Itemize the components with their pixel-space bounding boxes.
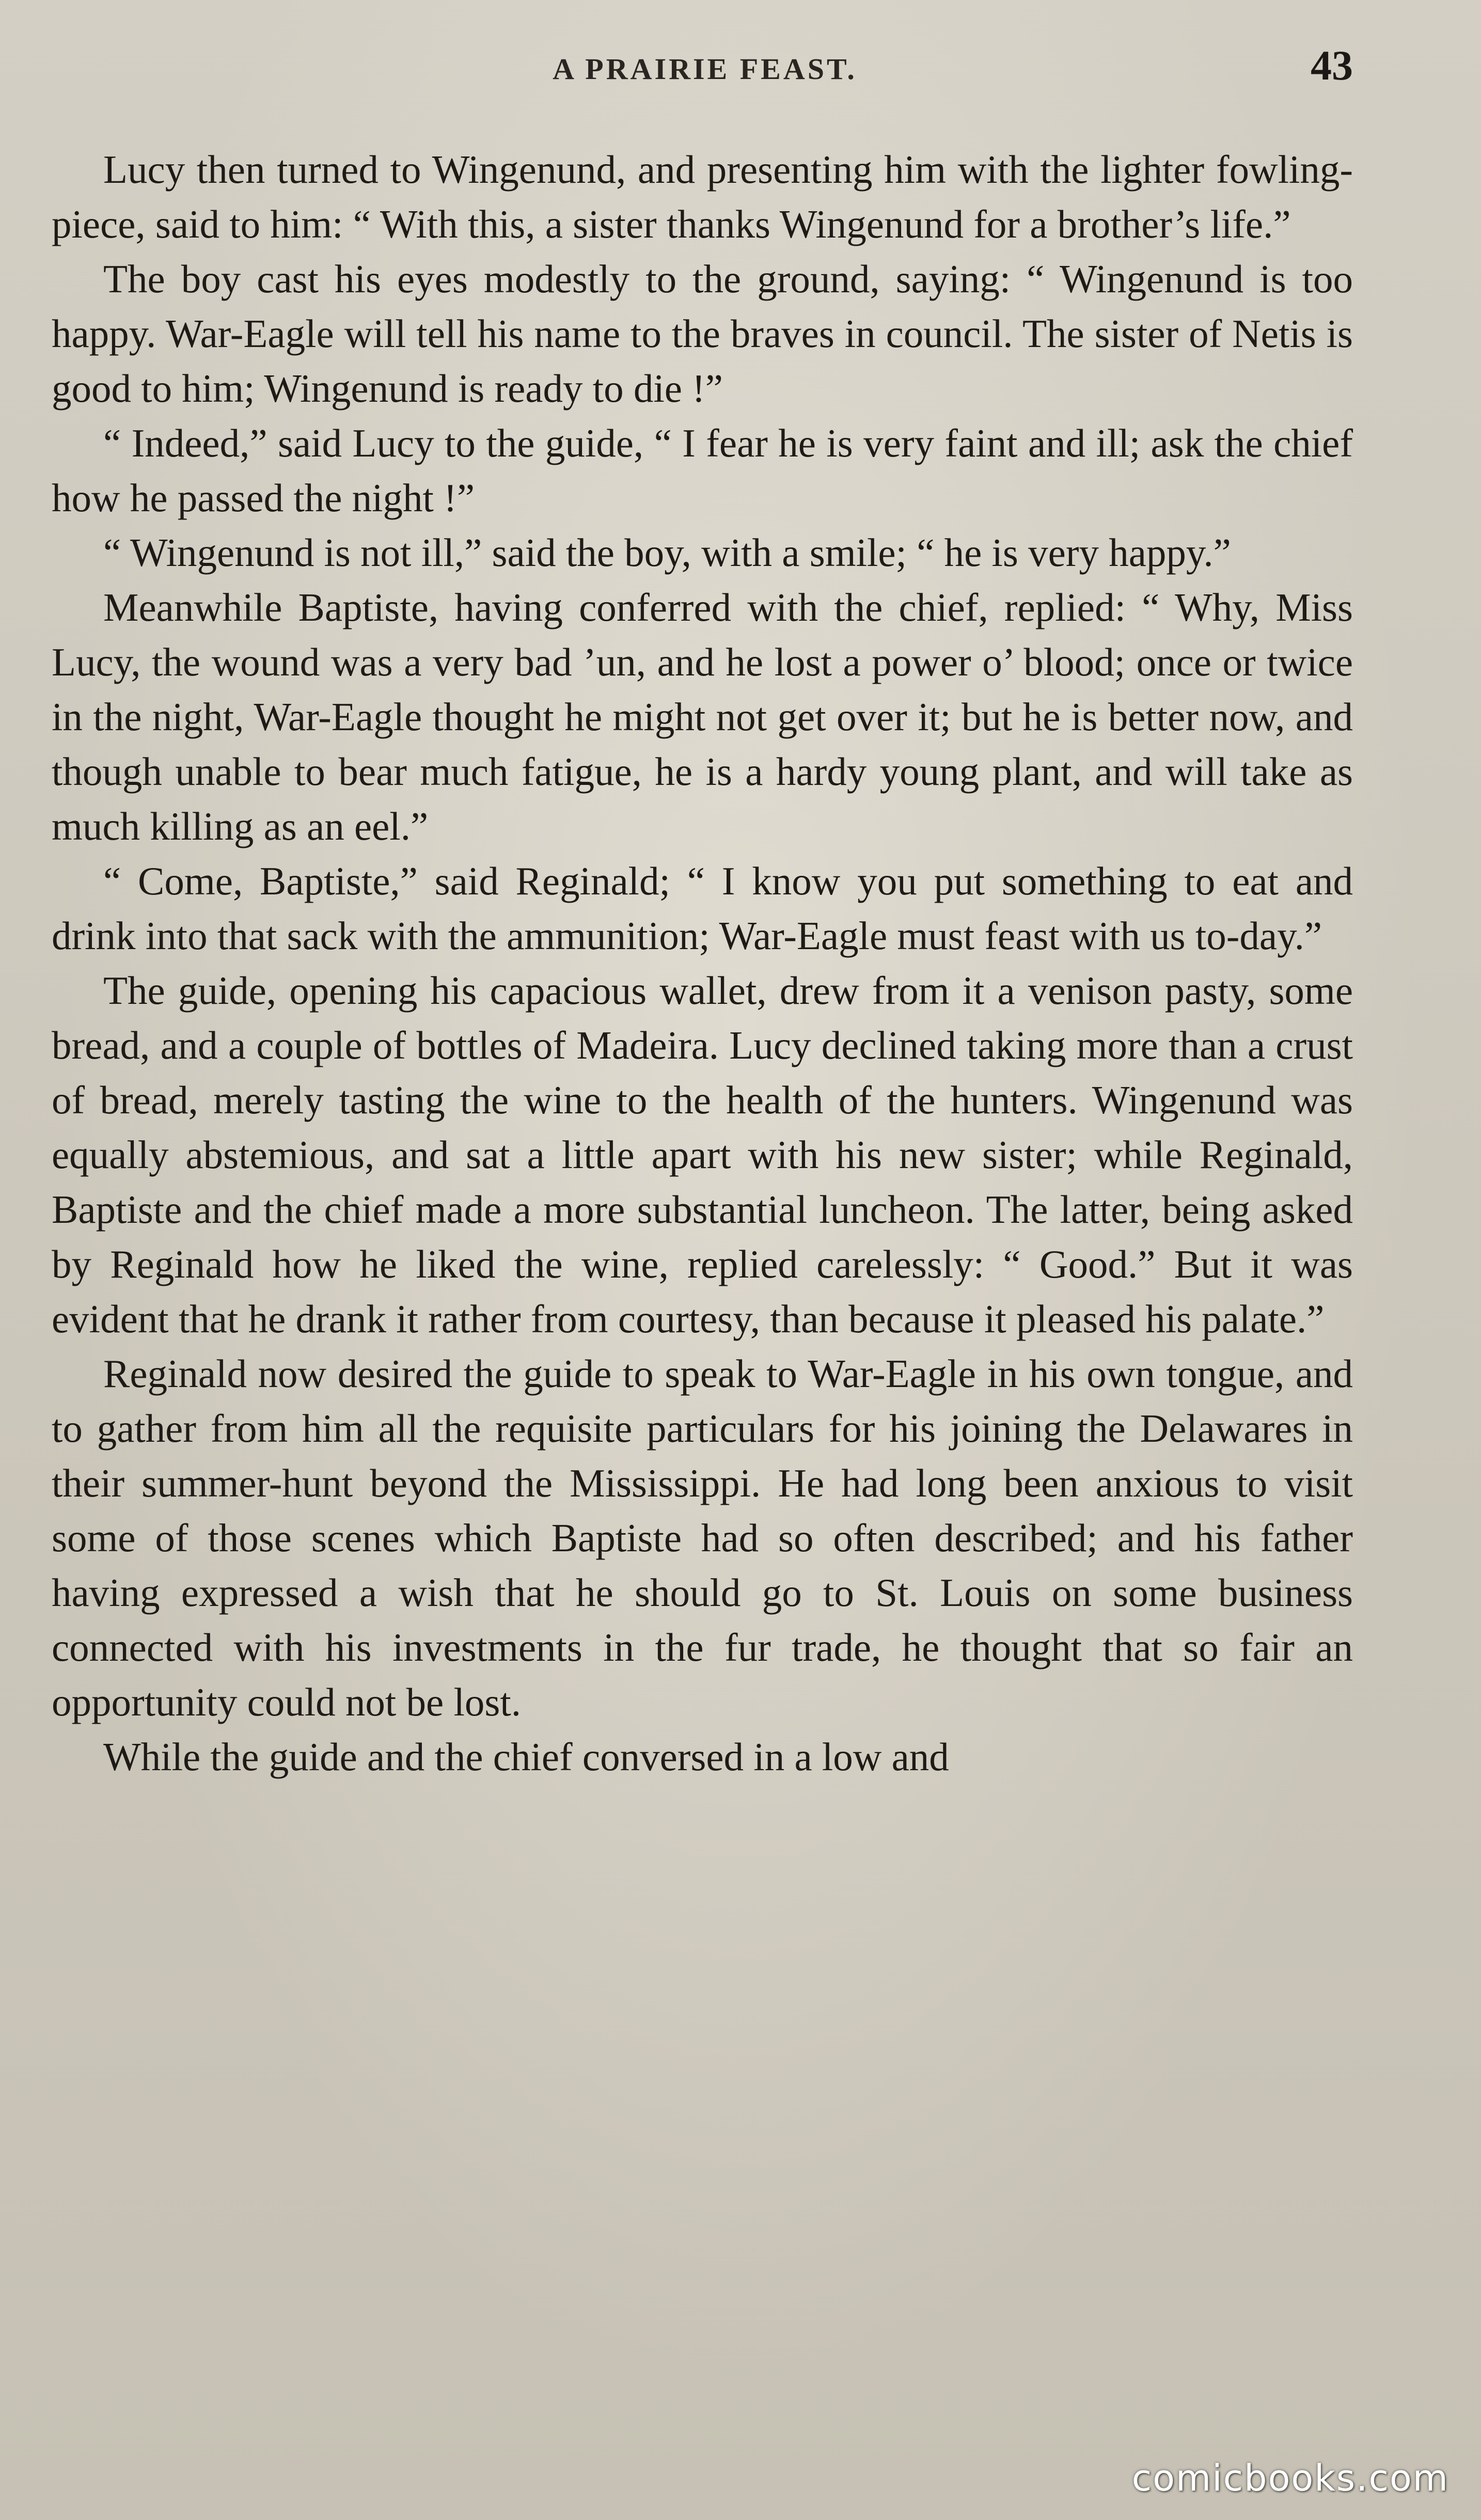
paragraph-4: “ Wingenund is not ill,” said the boy, with a smile; “ he is very happy.” — [103, 530, 1231, 575]
running-title: A PRAIRIE FEAST. — [553, 52, 857, 86]
paragraph-1: Lucy then turned to Wingenund, and presenting him with the lighter fowling-piece, said to him: “ With this, a sister thanks Wingenund for a brother’s life.” — [52, 147, 1353, 246]
paragraph-8: Reginald now desired the guide to speak to War-Eagle in his own tongue, and to gather from him all the requisite particulars for his joining the Delawares in their summer-hunt beyond the Mississippi. He had long been anxious to visit some of those scenes which Baptiste had so often described; and his father having expressed a wish that he should go to St. Louis on some business connected with his investments in the fur trade, he thought that so fair an opportunity could not be lost. — [52, 1351, 1353, 1724]
paragraph-6: “ Come, Baptiste,” said Reginald; “ I know you put something to eat and drink into that sack with the ammunition; War-Eagle must feast with us to-day.” — [52, 859, 1353, 958]
watermark: comicbooks.com — [1131, 2457, 1449, 2499]
page-number: 43 — [1311, 42, 1353, 89]
paragraph-3: “ Indeed,” said Lucy to the guide, “ I fear he is very faint and ill; ask the chief how he passed the night !” — [52, 421, 1353, 520]
paragraph-2: The boy cast his eyes modestly to the ground, saying: “ Wingenund is too happy. War-Eagle will tell his name to the braves in council. The sister of Netis is good to him; Wingenund is ready to die !” — [52, 257, 1353, 411]
paragraph-5: Meanwhile Baptiste, having conferred with the chief, replied: “ Why, Miss Lucy, the wound was a very bad ’un, and he lost a power o’ blood; once or twice in the night, War-Eagle thought he might not get over it; but he is better now, and though unable to bear much fatigue, he is a hardy young plant, and will take as much killing as an eel.” — [52, 585, 1353, 848]
body-text — [52, 142, 1353, 1784]
paragraph-7: The guide, opening his capacious wallet, drew from it a venison pasty, some bread, and a couple of bottles of Madeira. Lucy declined taking more than a crust of bread, merely tasting the wine to the health of the hunters. Wingenund was equally abstemious, and sat a little apart with his new sister; while Reginald, Baptiste and the chief made a more substantial luncheon. The latter, being asked by Reginald how he liked the wine, replied carelessly: “ Good.” But it was evident that he drank it rather from courtesy, than because it pleased his palate.” — [52, 968, 1353, 1341]
page-header — [57, 41, 1353, 88]
paragraph-9: While the guide and the chief conversed in a low and — [103, 1735, 949, 1779]
